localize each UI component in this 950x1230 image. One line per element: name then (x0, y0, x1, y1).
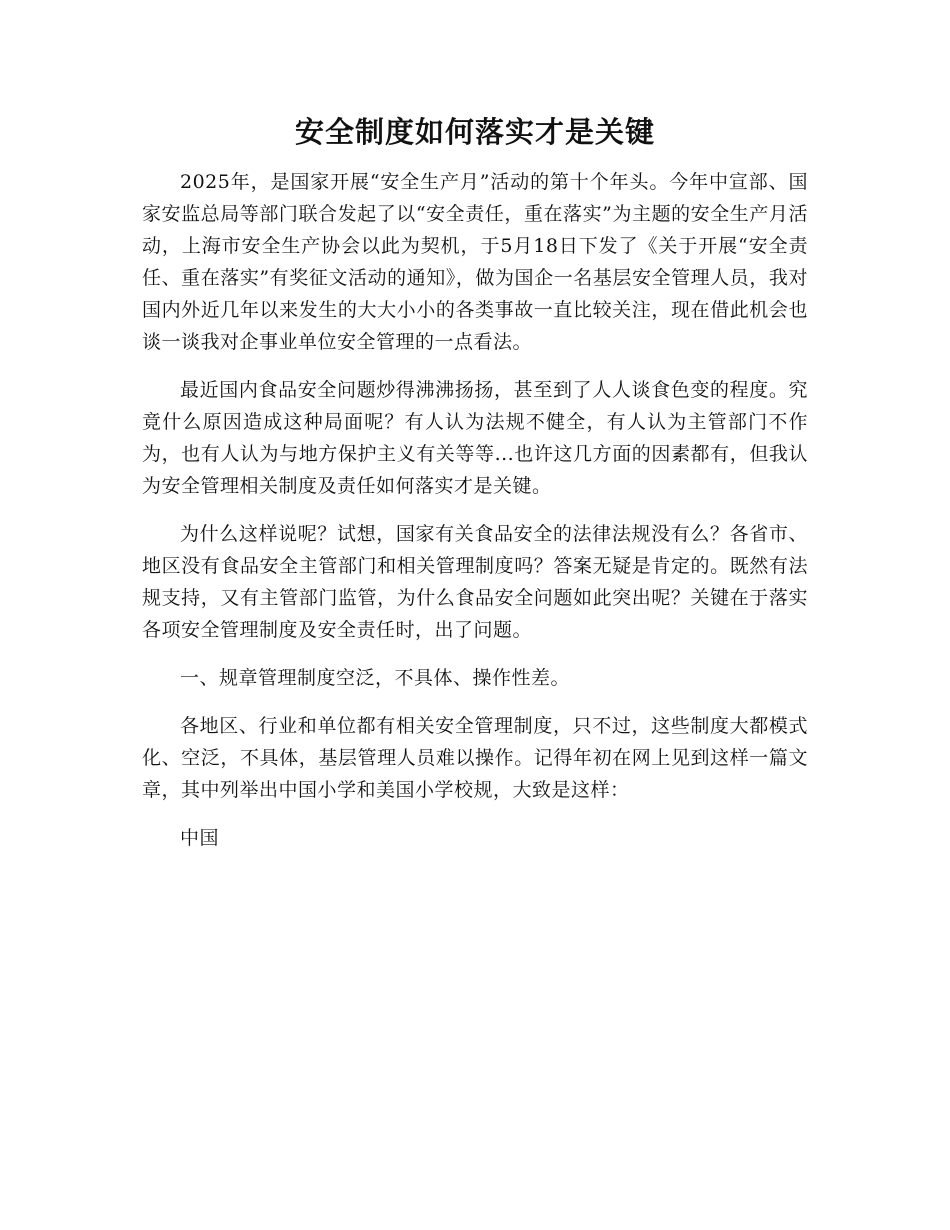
paragraph-5: 中国 (180, 827, 220, 849)
paragraph-4: 各地区、行业和单位都有相关安全管理制度，只不过，这些制度大都模式化、空泛，不具体，基层管理人员难以操作。记得年初在网上见到这样一篇文章，其中列举出中国小学和美国小学校规，大致是这样： (142, 715, 808, 801)
paragraph-1: 2025年，是国家开展“安全生产月”活动的第十个年头。今年中宣部、国家安监总局等部门联合发起了以“安全责任，重在落实”为主题的安全生产月活动，上海市安全生产协会以此为契机，于5月18日下发了《关于开展“安全责任、重在落实”有奖征文活动的通知》，做为国企一名基层安全管理人员，我对国内外近几年以来发生的大大小小的各类事故一直比较关注，现在借此机会也谈一谈我对企事业单位安全管理的一点看法。 (142, 171, 808, 353)
document-body (142, 166, 808, 870)
section-heading-1: 一、规章管理制度空泛，不具体、操作性差。 (180, 667, 571, 689)
paragraph-2: 最近国内食品安全问题炒得沸沸扬扬，甚至到了人人谈食色变的程度。究竟什么原因造成这种局面呢？有人认为法规不健全，有人认为主管部门不作为，也有人认为与地方保护主义有关等等...也许这几方面的因素都有，但我认为安全管理相关制度及责任如何落实才是关键。 (142, 379, 808, 497)
document-title: 安全制度如何落实才是关键 (294, 115, 655, 149)
paragraph-3: 为什么这样说呢？试想，国家有关食品安全的法律法规没有么？各省市、地区没有食品安全主管部门和相关管理制度吗？答案无疑是肯定的。既然有法规支持，又有主管部门监管，为什么食品安全问题如此突出呢？关键在于落实各项安全管理制度及安全责任时，出了问题。 (142, 523, 808, 641)
